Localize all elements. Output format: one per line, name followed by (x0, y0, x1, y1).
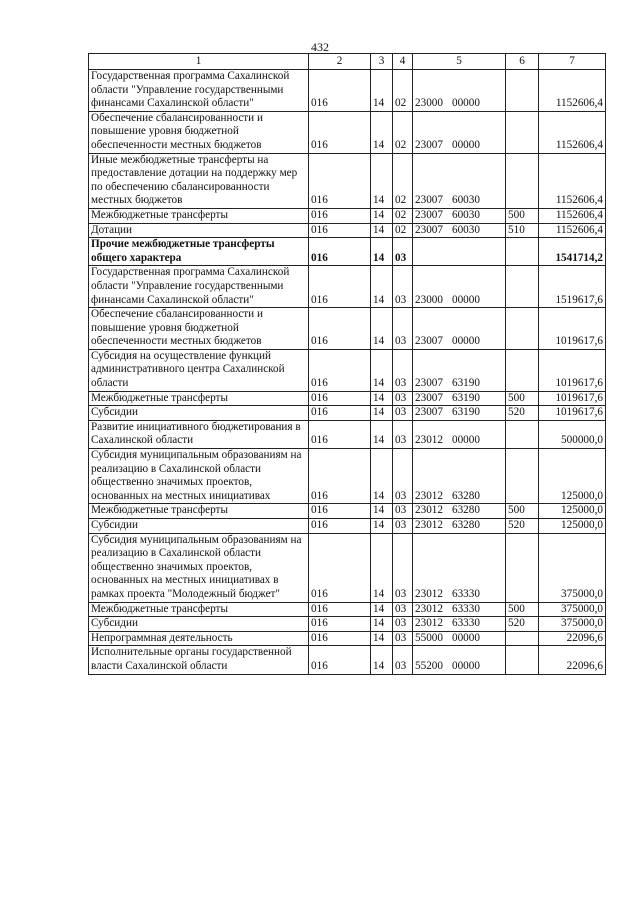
row-target-article (413, 349, 506, 391)
row-target-article (413, 519, 506, 534)
row-section: 14 (371, 208, 393, 223)
table-row (89, 646, 606, 674)
row-gov-code: 016 (309, 602, 371, 617)
row-section: 14 (371, 308, 393, 350)
row-subsection: 03 (393, 617, 413, 632)
row-expense-type: 510 (506, 223, 539, 238)
row-amount: 375000,0 (539, 533, 606, 602)
table-row (89, 406, 606, 421)
row-subsection: 03 (393, 646, 413, 674)
row-expense-type (506, 111, 539, 153)
row-expense-type (506, 631, 539, 646)
row-target-article (413, 153, 506, 208)
row-target-code-a: 23007 (415, 335, 443, 348)
row-gov-code: 016 (309, 646, 371, 674)
row-name: Обеспечение сбалансированности и повышение уровня бюджетной обеспеченности местных бюджетов (89, 111, 309, 153)
row-section: 14 (371, 602, 393, 617)
row-subsection: 02 (393, 153, 413, 208)
row-subsection: 03 (393, 238, 413, 266)
table-row (89, 391, 606, 406)
row-subsection: 03 (393, 519, 413, 534)
row-target-code-a: 23000 (415, 97, 443, 110)
row-expense-type: 500 (506, 504, 539, 519)
row-name: Государственная программа Сахалинской области "Управление государственными финансами Сахалинской области" (89, 266, 309, 308)
row-name: Субсидия муниципальным образованиям на реализацию в Сахалинской области общественно значимых проектов, основанных на местных инициативах (89, 449, 309, 504)
row-amount: 1152606,4 (539, 153, 606, 208)
row-target-code-a: 23012 (415, 602, 443, 615)
row-target-code-a: 23007 (415, 406, 443, 419)
row-target-code-a: 23007 (415, 208, 443, 221)
row-name: Государственная программа Сахалинской области "Управление государственными финансами Сахалинской области" (89, 70, 309, 112)
row-target-code-b: 63190 (451, 391, 480, 404)
row-section: 14 (371, 646, 393, 674)
row-target-article (413, 111, 506, 153)
row-subsection: 03 (393, 449, 413, 504)
row-name: Дотации (89, 223, 309, 238)
row-section: 14 (371, 391, 393, 406)
row-target-code-a: 23007 (415, 194, 443, 207)
row-target-code-b: 60030 (451, 208, 480, 221)
row-target-code-b: 60030 (451, 223, 480, 236)
row-target-article (413, 266, 506, 308)
table-row (89, 504, 606, 519)
row-subsection: 03 (393, 602, 413, 617)
row-subsection: 02 (393, 223, 413, 238)
row-target-code-b: 63190 (451, 377, 480, 390)
row-section: 14 (371, 349, 393, 391)
row-target-article (413, 391, 506, 406)
row-gov-code: 016 (309, 308, 371, 350)
row-target-article (413, 420, 506, 448)
row-gov-code: 016 (309, 533, 371, 602)
row-gov-code: 016 (309, 238, 371, 266)
row-target-code-b: 00000 (451, 97, 480, 110)
row-target-article (413, 308, 506, 350)
row-amount: 22096,6 (539, 646, 606, 674)
row-amount: 125000,0 (539, 519, 606, 534)
row-expense-type (506, 420, 539, 448)
row-target-code-a: 23007 (415, 391, 443, 404)
header-col-2: 2 (309, 54, 371, 70)
row-subsection: 02 (393, 70, 413, 112)
row-amount: 125000,0 (539, 504, 606, 519)
row-subsection: 03 (393, 533, 413, 602)
row-subsection: 03 (393, 406, 413, 421)
row-target-article (413, 617, 506, 632)
row-target-code-b: 63330 (451, 587, 480, 600)
row-target-code-b: 60030 (451, 194, 480, 207)
row-amount: 1152606,4 (539, 208, 606, 223)
row-expense-type (506, 449, 539, 504)
row-section: 14 (371, 153, 393, 208)
row-subsection: 02 (393, 208, 413, 223)
row-target-code-a: 23012 (415, 519, 443, 531)
row-section: 14 (371, 70, 393, 112)
row-expense-type (506, 70, 539, 112)
row-gov-code: 016 (309, 266, 371, 308)
row-section: 14 (371, 420, 393, 448)
row-target-article (413, 406, 506, 421)
table-row (89, 266, 606, 308)
table-row (89, 533, 606, 602)
row-target-article (413, 208, 506, 223)
row-amount: 375000,0 (539, 617, 606, 632)
row-amount: 375000,0 (539, 602, 606, 617)
row-amount: 1152606,4 (539, 70, 606, 112)
row-target-code-b: 00000 (451, 659, 480, 672)
row-name: Субсидии (89, 519, 309, 534)
table-row (89, 308, 606, 350)
row-expense-type: 500 (506, 391, 539, 406)
row-section: 14 (371, 266, 393, 308)
row-section: 14 (371, 223, 393, 238)
row-subsection: 03 (393, 391, 413, 406)
row-target-article (413, 449, 506, 504)
row-section: 14 (371, 533, 393, 602)
header-col-4: 4 (393, 54, 413, 70)
table-row (89, 631, 606, 646)
row-subsection: 02 (393, 111, 413, 153)
row-gov-code: 016 (309, 223, 371, 238)
table-row (89, 238, 606, 266)
row-section: 14 (371, 631, 393, 646)
row-target-article (413, 223, 506, 238)
row-expense-type: 500 (506, 602, 539, 617)
page-number: 432 (311, 40, 329, 54)
row-subsection: 03 (393, 308, 413, 350)
row-gov-code: 016 (309, 349, 371, 391)
row-target-code-b: 00000 (451, 434, 480, 447)
row-amount: 1541714,2 (539, 238, 606, 266)
row-target-code-a: 55000 (415, 631, 443, 644)
table-row (89, 617, 606, 632)
row-gov-code: 016 (309, 504, 371, 519)
row-target-code-a: 23000 (415, 293, 443, 306)
row-name: Иные межбюджетные трансферты на предоставление дотации на поддержку мер по обеспечению сбалансированности местных бюджетов (89, 153, 309, 208)
row-expense-type: 520 (506, 617, 539, 632)
row-name: Исполнительные органы государственной власти Сахалинской области (89, 646, 309, 674)
row-gov-code: 016 (309, 111, 371, 153)
row-amount: 1152606,4 (539, 111, 606, 153)
row-expense-type (506, 308, 539, 350)
header-col-5: 5 (413, 54, 506, 70)
table-row (89, 420, 606, 448)
row-target-article (413, 504, 506, 519)
row-amount: 1152606,4 (539, 223, 606, 238)
row-name: Межбюджетные трансферты (89, 391, 309, 406)
row-gov-code: 016 (309, 153, 371, 208)
row-amount: 1019617,6 (539, 308, 606, 350)
table-row (89, 223, 606, 238)
row-gov-code: 016 (309, 70, 371, 112)
row-amount: 125000,0 (539, 449, 606, 504)
row-target-code-b: 63190 (451, 406, 480, 419)
row-name: Субсидии (89, 617, 309, 632)
row-target-code-b: 00000 (451, 138, 480, 151)
row-target-code-a: 55200 (415, 659, 443, 672)
row-expense-type (506, 349, 539, 391)
row-section: 14 (371, 406, 393, 421)
row-target-article (413, 533, 506, 602)
row-gov-code: 016 (309, 406, 371, 421)
row-target-code-a: 23012 (415, 504, 443, 517)
row-gov-code: 016 (309, 449, 371, 504)
row-amount: 1019617,6 (539, 391, 606, 406)
row-target-article (413, 602, 506, 617)
row-target-code-b: 00000 (451, 631, 480, 644)
row-target-code-a: 23012 (415, 617, 443, 630)
table-row (89, 70, 606, 112)
row-gov-code: 016 (309, 631, 371, 646)
row-target-code-a: 23012 (415, 489, 443, 502)
budget-table (88, 53, 606, 675)
table-row (89, 449, 606, 504)
row-subsection: 03 (393, 504, 413, 519)
row-target-code-b: 00000 (451, 335, 480, 348)
row-target-code-b: 63330 (451, 602, 480, 615)
row-target-code-a: 23012 (415, 434, 443, 447)
row-name: Межбюджетные трансферты (89, 602, 309, 617)
row-subsection: 03 (393, 266, 413, 308)
row-expense-type (506, 646, 539, 674)
row-target-code-a: 23012 (415, 587, 443, 600)
row-expense-type: 500 (506, 208, 539, 223)
row-gov-code: 016 (309, 617, 371, 632)
table-row (89, 208, 606, 223)
header-col-7: 7 (539, 54, 606, 70)
row-name: Непрограммная деятельность (89, 631, 309, 646)
row-section: 14 (371, 617, 393, 632)
row-gov-code: 016 (309, 391, 371, 406)
row-target-code-b: 63330 (451, 617, 480, 630)
row-name: Межбюджетные трансферты (89, 504, 309, 519)
row-target-code-a: 23007 (415, 138, 443, 151)
row-name: Субсидии (89, 406, 309, 421)
row-target-article (413, 238, 506, 266)
row-target-code-b: 00000 (451, 293, 480, 306)
table-row (89, 602, 606, 617)
row-target-article (413, 70, 506, 112)
row-target-code-a: 23007 (415, 223, 443, 236)
row-subsection: 03 (393, 349, 413, 391)
row-expense-type (506, 533, 539, 602)
row-gov-code: 016 (309, 519, 371, 534)
row-gov-code: 016 (309, 208, 371, 223)
row-target-article (413, 631, 506, 646)
row-section: 14 (371, 504, 393, 519)
row-amount: 1519617,6 (539, 266, 606, 308)
row-name: Развитие инициативного бюджетирования в Сахалинской области (89, 420, 309, 448)
row-name: Прочие межбюджетные трансферты общего характера (89, 238, 309, 266)
header-col-6: 6 (506, 54, 539, 70)
row-target-code-b: 63280 (451, 489, 480, 502)
row-amount: 22096,6 (539, 631, 606, 646)
row-expense-type: 520 (506, 519, 539, 534)
row-section: 14 (371, 449, 393, 504)
table-row (89, 153, 606, 208)
row-name: Субсидия на осуществление функций административного центра Сахалинской области (89, 349, 309, 391)
row-expense-type (506, 238, 539, 266)
row-name: Субсидия муниципальным образованиям на реализацию в Сахалинской области общественно значимых проектов, основанных на местных инициативах в рамках проекта "Молодежный бюджет" (89, 533, 309, 602)
row-amount: 1019617,6 (539, 349, 606, 391)
row-gov-code: 016 (309, 420, 371, 448)
row-section: 14 (371, 519, 393, 534)
row-target-code-b: 63280 (451, 504, 480, 517)
row-section: 14 (371, 111, 393, 153)
table-row (89, 519, 606, 534)
table-row (89, 349, 606, 391)
row-amount: 500000,0 (539, 420, 606, 448)
table-row (89, 111, 606, 153)
row-name: Обеспечение сбалансированности и повышение уровня бюджетной обеспеченности местных бюджетов (89, 308, 309, 350)
row-subsection: 03 (393, 420, 413, 448)
row-expense-type: 520 (506, 406, 539, 421)
row-expense-type (506, 266, 539, 308)
header-row (89, 54, 606, 70)
header-col-1: 1 (89, 54, 309, 70)
row-target-code-b: 63280 (451, 519, 480, 531)
row-name: Межбюджетные трансферты (89, 208, 309, 223)
row-amount: 1019617,6 (539, 406, 606, 421)
row-target-article (413, 646, 506, 674)
row-section: 14 (371, 238, 393, 266)
row-expense-type (506, 153, 539, 208)
row-subsection: 03 (393, 631, 413, 646)
row-target-code-a: 23007 (415, 377, 443, 390)
header-col-3: 3 (371, 54, 393, 70)
